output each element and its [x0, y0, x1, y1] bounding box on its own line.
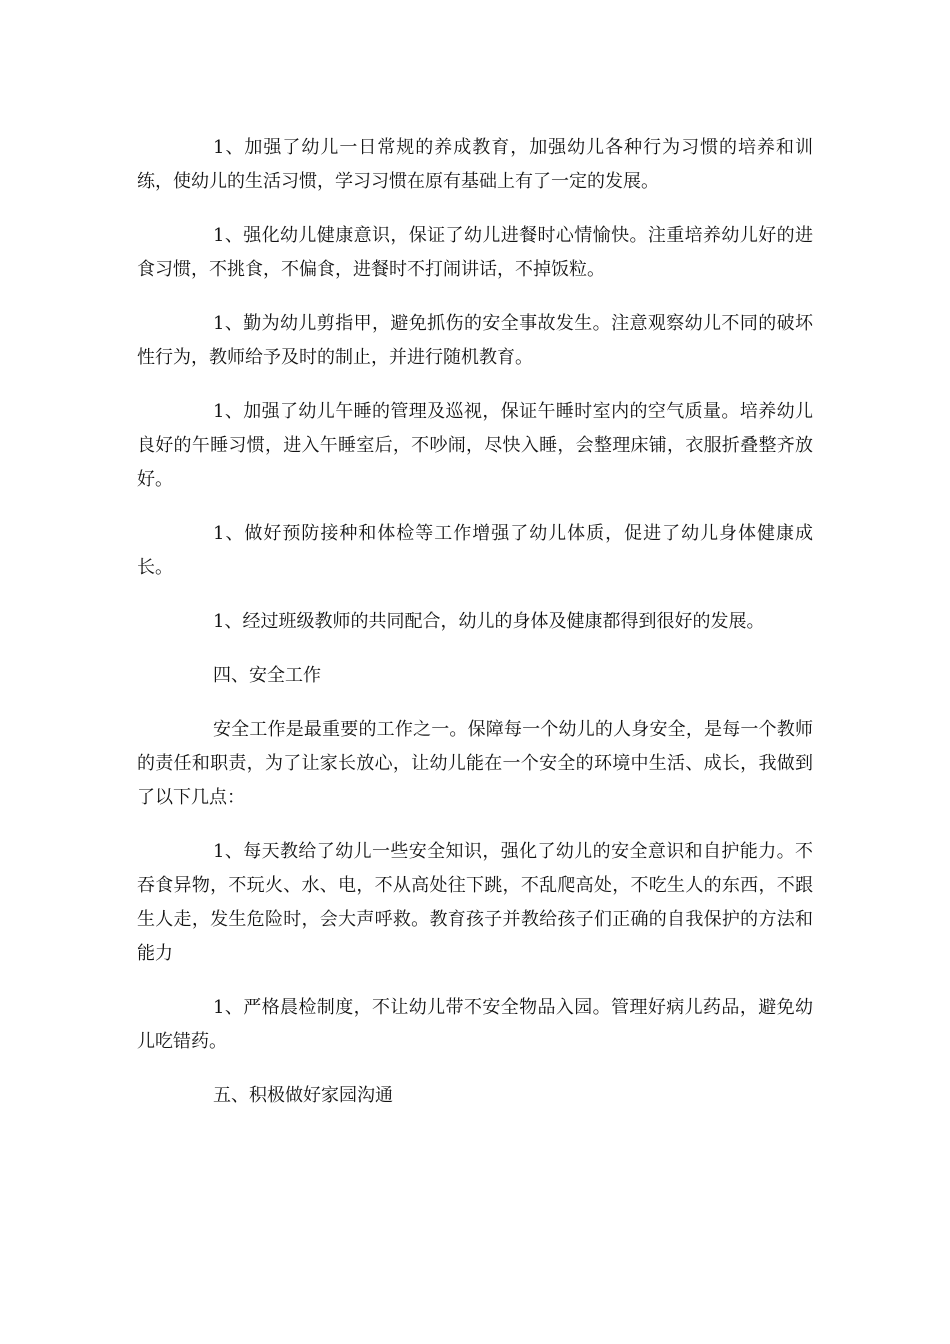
section-heading-home-communication: 五、积极做好家园沟通 [213, 1085, 393, 1106]
paragraph-morning-check: 1、严格晨检制度，不让幼儿带不安全物品入园。管理好病儿药品，避免幼儿吃错药。 [137, 997, 813, 1052]
paragraph-teacher-cooperation: 1、经过班级教师的共同配合，幼儿的身体及健康都得到很好的发展。 [213, 611, 765, 632]
paragraph-health-awareness: 1、强化幼儿健康意识，保证了幼儿进餐时心情愉快。注重培养幼儿好的进食习惯，不挑食，不偏食，进餐时不打闹讲话，不掉饭粒。 [137, 225, 813, 280]
document-body [137, 131, 813, 1133]
section-heading-safety: 四、安全工作 [213, 665, 321, 686]
paragraph-nap-management: 1、加强了幼儿午睡的管理及巡视，保证午睡时室内的空气质量。培养幼儿良好的午睡习惯，进入午睡室后，不吵闹，尽快入睡，会整理床铺，衣服折叠整齐放好。 [137, 401, 813, 490]
paragraph-safety-knowledge: 1、每天教给了幼儿一些安全知识，强化了幼儿的安全意识和自护能力。不吞食异物，不玩火、水、电，不从高处往下跳，不乱爬高处，不吃生人的东西，不跟生人走，发生危险时，会大声呼救。教育孩子并教给孩子们正确的自我保护的方法和能力 [137, 841, 813, 964]
paragraph-vaccination: 1、做好预防接种和体检等工作增强了幼儿体质，促进了幼儿身体健康成长。 [137, 523, 813, 578]
paragraph-safety-intro: 安全工作是最重要的工作之一。保障每一个幼儿的人身安全，是每一个教师的责任和职责，为了让家长放心，让幼儿能在一个安全的环境中生活、成长，我做到了以下几点： [137, 719, 813, 808]
paragraph-daily-routine: 1、加强了幼儿一日常规的养成教育，加强幼儿各种行为习惯的培养和训练，使幼儿的生活习惯，学习习惯在原有基础上有了一定的发展。 [137, 137, 813, 192]
paragraph-nail-trimming: 1、勤为幼儿剪指甲，避免抓伤的安全事故发生。注意观察幼儿不同的破坏性行为，教师给予及时的制止，并进行随机教育。 [137, 313, 813, 368]
